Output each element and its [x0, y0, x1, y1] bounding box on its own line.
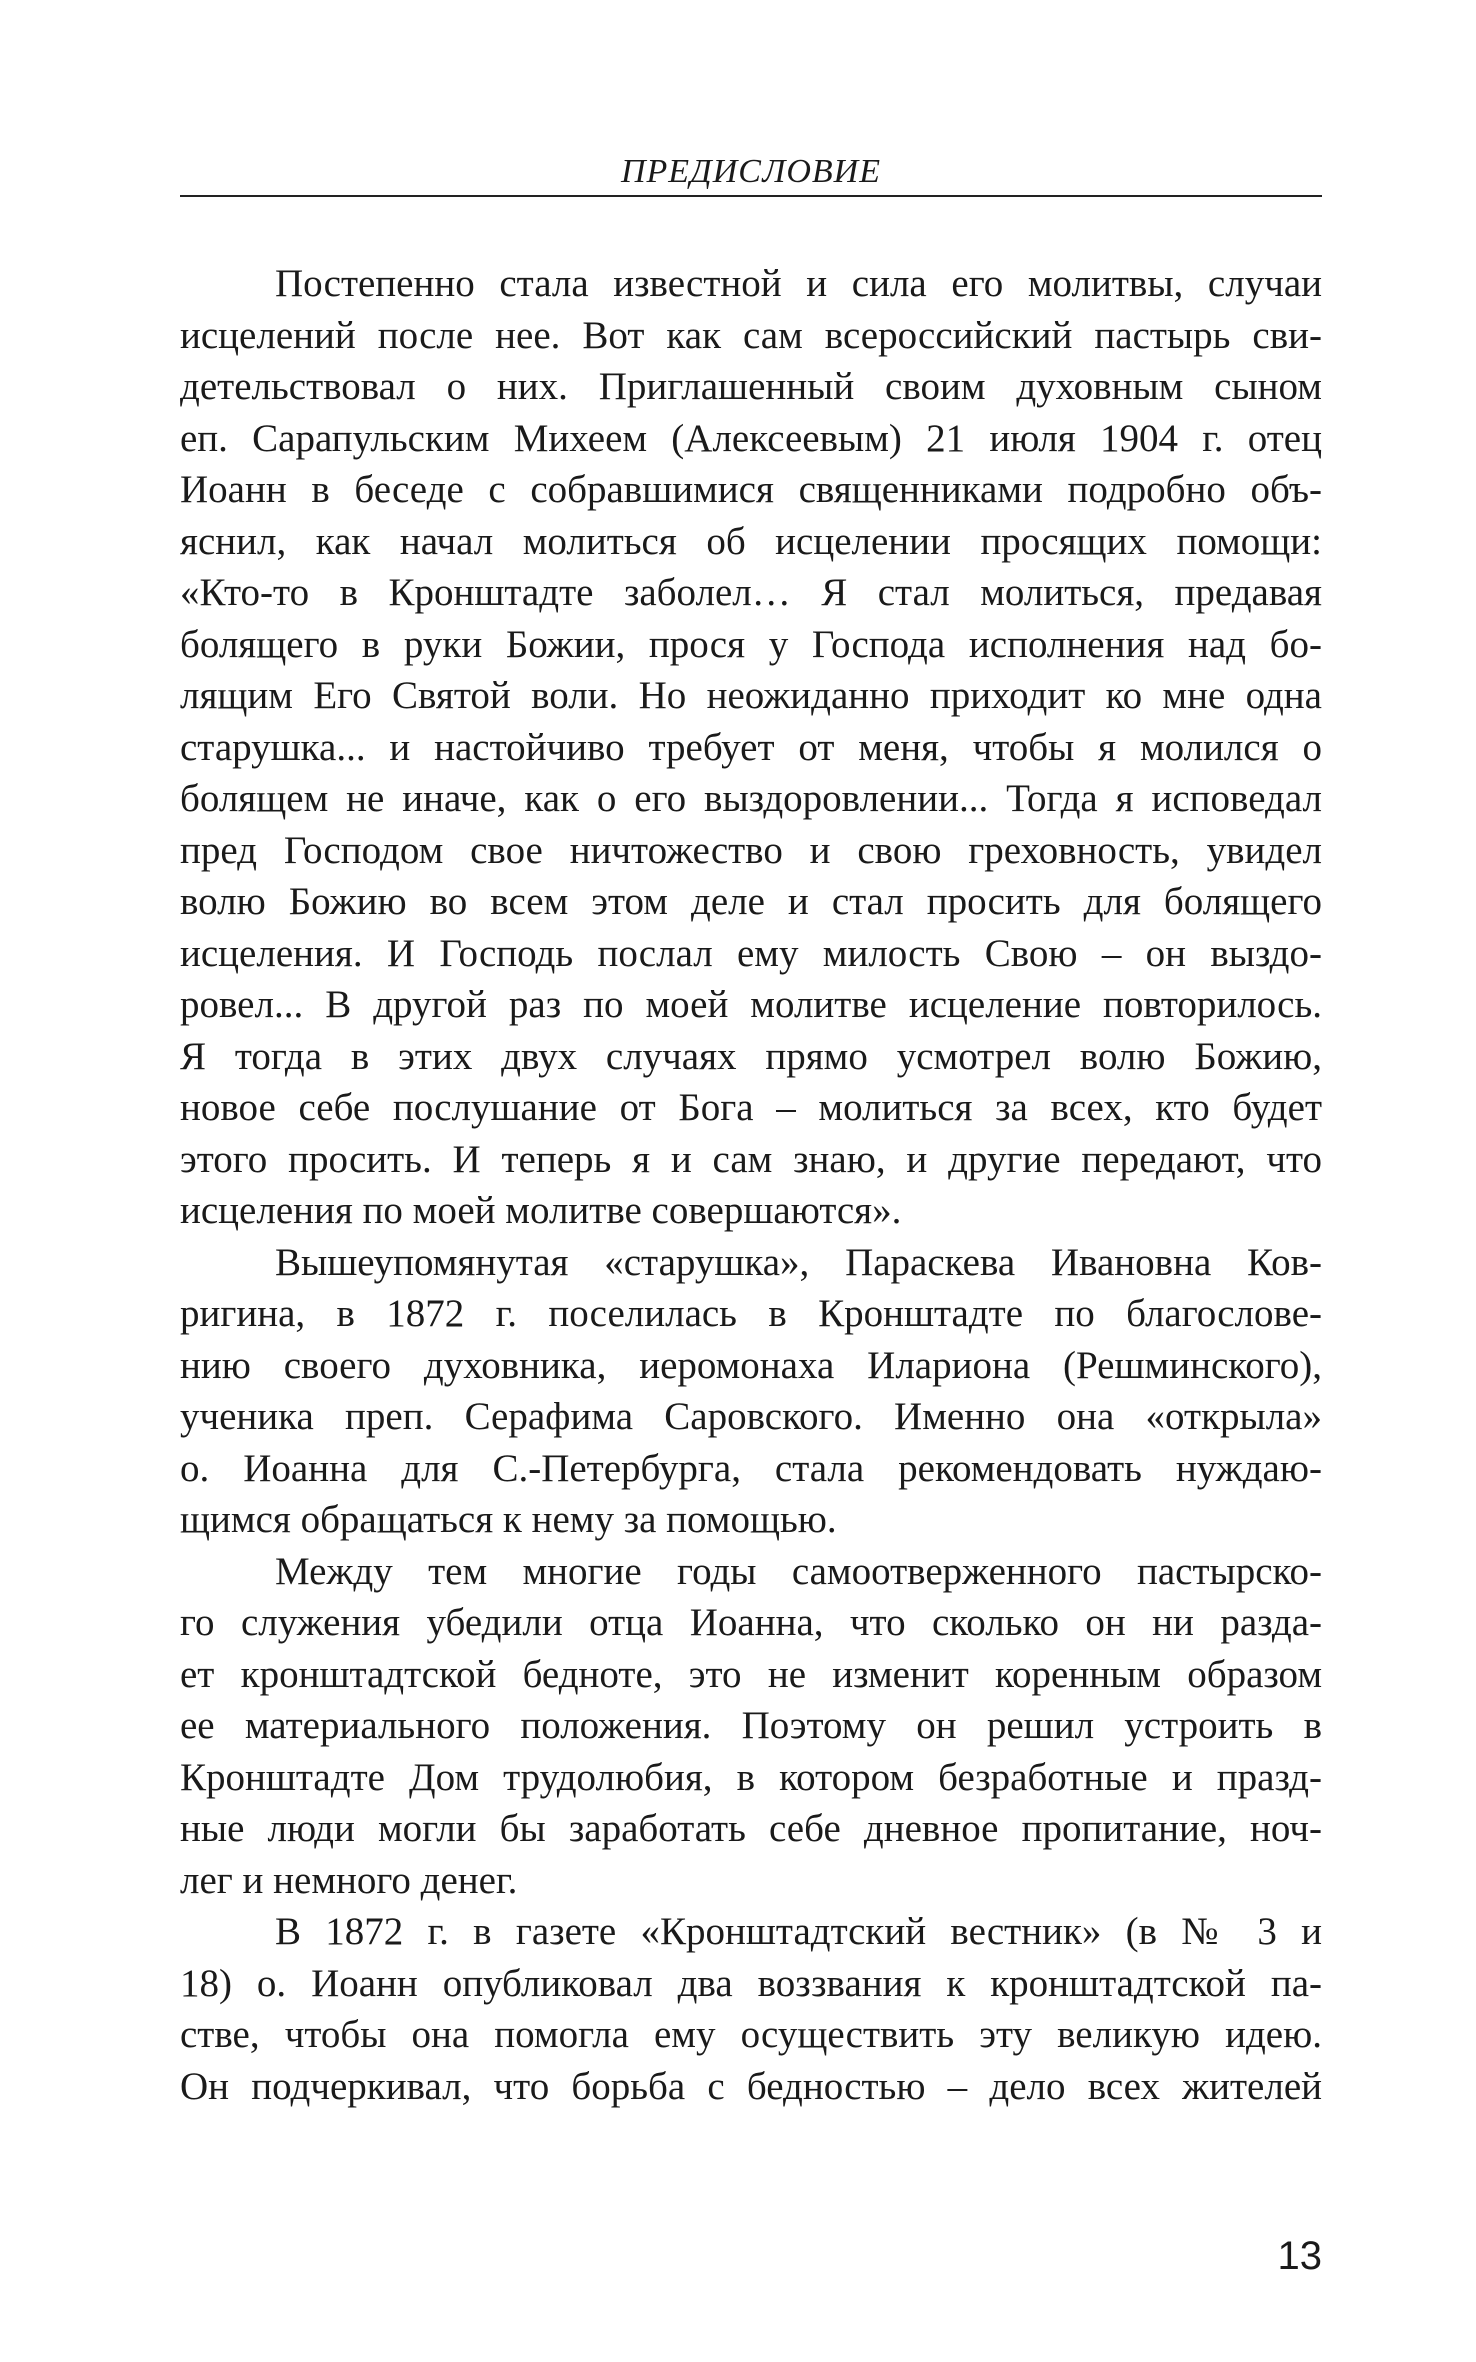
text-line: Иоанн в беседе с собравшимися священниками подробно объ-	[180, 468, 1322, 511]
text-line: лег и немного денег.	[180, 1858, 518, 1902]
text-line: ровел... В другой раз по моей молитве исцеление повторилось.	[180, 983, 1322, 1026]
text-line: лящим Его Святой воли. Но неожиданно приходит ко мне одна	[180, 674, 1322, 717]
text-line: нию своего духовника, иеромонаха Илариона (Решминского),	[180, 1343, 1322, 1387]
text-line: В 1872 г. в газете «Кронштадтский вестник» (в № 3 и	[275, 1910, 1322, 1953]
text-line: ученика преп. Серафима Саровского. Именно она «открыла»	[180, 1395, 1322, 1438]
text-line: Вышеупомянутая «старушка», Параскева Ивановна Ков-	[275, 1240, 1322, 1284]
text-line: новое себе послушание от Бога – молиться за всех, кто будет	[180, 1086, 1322, 1129]
text-line: старушка... и настойчиво требует от меня, чтобы я молился о	[180, 725, 1322, 769]
body-text	[180, 258, 1322, 2112]
text-line: болящем не иначе, как о его выздоровлении... Тогда я исповедал	[180, 777, 1322, 820]
text-line: пред Господом свое ничтожество и свою греховность, увидел	[180, 828, 1322, 872]
text-line: еп. Сарапульским Михеем (Алексеевым) 21 июля 1904 г. отец	[180, 416, 1322, 460]
text-line: Я тогда в этих двух случаях прямо усмотрел волю Божию,	[180, 1034, 1322, 1078]
running-head-title: ПРЕДИСЛОВИЕ	[620, 153, 882, 190]
text-line: яснил, как начал молиться об исцелении просящих помощи:	[180, 519, 1322, 563]
text-line: ригина, в 1872 г. поселилась в Кронштадте по благослове-	[180, 1292, 1322, 1335]
text-line: исцеления по моей молитве совершаются».	[180, 1189, 902, 1232]
text-line: болящего в руки Божии, прося у Господа исполнения над бо-	[180, 622, 1322, 666]
text-line: Кронштадте Дом трудолюбия, в котором безработные и празд-	[180, 1755, 1322, 1799]
page-number: 13	[1277, 2234, 1322, 2278]
text-line: стве, чтобы она помогла ему осуществить эту великую идею.	[180, 2013, 1322, 2056]
header-rule	[180, 195, 1322, 197]
text-line: Между тем многие годы самоотверженного пастырско-	[275, 1549, 1322, 1593]
text-line: Постепенно стала известной и сила его молитвы, случаи	[275, 262, 1322, 305]
text-line: о. Иоанна для С.-Петербурга, стала рекомендовать нуждаю-	[180, 1446, 1322, 1490]
text-line: щимся обращаться к нему за помощью.	[180, 1498, 837, 1541]
text-line: «Кто-то в Кронштадте заболел… Я стал молиться, предавая	[180, 571, 1322, 614]
text-line: го служения убедили отца Иоанна, что сколько он ни разда-	[180, 1601, 1322, 1644]
text-line: исцеления. И Господь послал ему милость Свою – он выздо-	[180, 931, 1322, 975]
text-line: 18) о. Иоанн опубликовал два воззвания к кронштадтской па-	[180, 1961, 1322, 2005]
text-line: Он подчеркивал, что борьба с бедностью – дело всех жителей	[180, 2064, 1322, 2108]
text-line: исцелений после нее. Вот как сам всероссийский пастырь сви-	[180, 313, 1322, 357]
text-line: ет кронштадтской бедноте, это не изменит коренным образом	[180, 1652, 1322, 1696]
text-line: ее материального положения. Поэтому он решил устроить в	[180, 1704, 1322, 1747]
text-line: этого просить. И теперь я и сам знаю, и другие передают, что	[180, 1137, 1322, 1181]
text-line: ные люди могли бы заработать себе дневное пропитание, ноч-	[180, 1807, 1322, 1850]
text-line: волю Божию во всем этом деле и стал просить для болящего	[180, 880, 1322, 923]
text-line: детельствовал о них. Приглашенный своим духовным сыном	[180, 365, 1322, 408]
